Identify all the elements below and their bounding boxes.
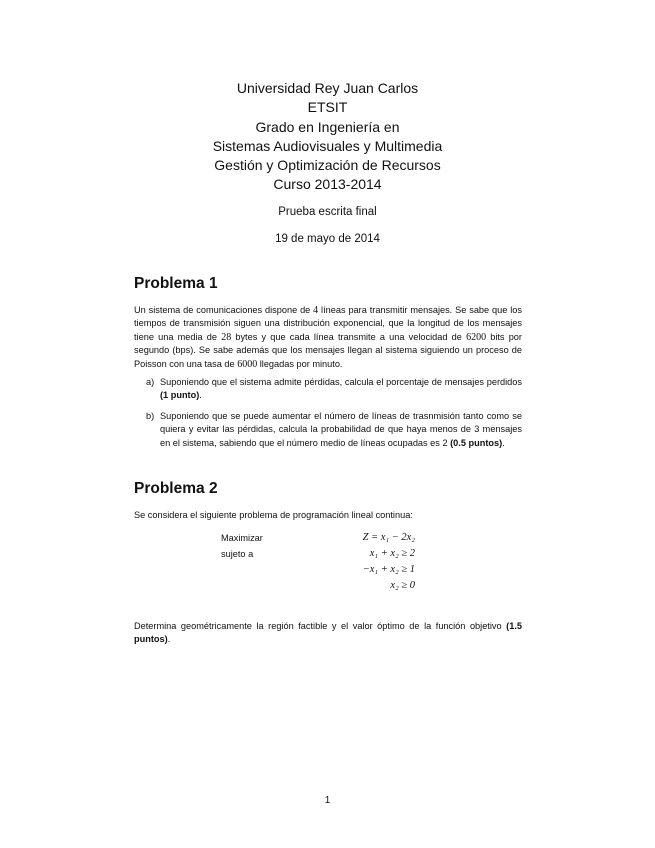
question-end: . — [167, 634, 171, 645]
academic-year: Curso 2013-2014 — [273, 176, 382, 193]
item-end: . — [502, 437, 505, 448]
exam-header — [0, 79, 655, 195]
constraint-1: x₁ + x₂ ≥ 2 — [369, 548, 415, 559]
lines-count: 4 — [313, 305, 319, 316]
item-points: (0.5 puntos) — [450, 437, 503, 448]
page-number: 1 — [324, 795, 331, 806]
item-points: (1 punto) — [160, 390, 200, 401]
question-points: (1.5 puntos) — [134, 621, 522, 645]
course-name: Gestión y Optimización de Recursos — [214, 157, 441, 174]
problem-1-item-b — [146, 410, 522, 450]
constraint-2: −x₁ + x₂ ≥ 1 — [362, 564, 415, 575]
item-label: b) — [146, 411, 155, 421]
maximize-label: Maximizar — [221, 533, 263, 543]
exam-date: 19 de mayo de 2014 — [275, 233, 380, 245]
message-length: 28 — [221, 331, 232, 343]
constraint-3: x₂ ≥ 0 — [390, 580, 415, 591]
problem-2-intro: Se considera el siguiente problema de programación lineal continua: — [134, 510, 413, 520]
statement-text: bits por segundo (bps). Se sabe además que los mensajes llegan al sistema siguiendo un proceso de Poisson con una tasa de — [134, 331, 522, 369]
school-name: ETSIT — [307, 99, 348, 116]
line-speed: 6200 — [466, 331, 487, 343]
arrival-rate: 6000 — [237, 358, 258, 370]
exam-type: Prueba escrita final — [278, 206, 377, 218]
statement-text: Un sistema de comunicaciones dispone de — [134, 305, 314, 315]
item-end: . — [199, 390, 202, 401]
problem-1-item-a — [146, 376, 522, 403]
problem-1-statement — [134, 304, 522, 371]
degree-line-1: Grado en Ingeniería en — [255, 118, 400, 135]
item-text: Suponiendo que se puede aumentar el número de líneas de trasnmisión tanto como se quiera y evitar las pérdidas, calcula la probabilidad de que haya menos de 3 mensajes en el sistema, sabiendo que el número medio de líneas ocupadas es 2 — [160, 411, 522, 448]
question-text: Determina geométricamente la región factible y el valor óptimo de la función objetivo — [134, 621, 507, 631]
problem-2-question — [134, 620, 522, 647]
degree-line-2: Sistemas Audiovisuales y Multimedia — [212, 137, 443, 154]
statement-text: llegadas por minuto. — [257, 358, 343, 369]
statement-text: líneas para transmitir mensajes. Se sabe que los tiempos de transmisión siguen una distribución exponencial, que la longitud de los mensajes tiene una media de — [134, 305, 522, 342]
subject-to-label: sujeto a — [221, 549, 254, 559]
university-name: Universidad Rey Juan Carlos — [236, 80, 419, 96]
item-label: a) — [146, 377, 155, 387]
statement-text: bytes y que cada línea transmite a una velocidad de — [231, 331, 467, 342]
problem-2-title: Problema 2 — [134, 480, 218, 497]
item-text: Suponiendo que el sistema admite pérdidas, calcula el porcentaje de mensajes perdidos — [160, 377, 522, 387]
objective-function: Z = x₁ − 2x₂ — [362, 532, 415, 543]
problem-1-title: Problema 1 — [134, 275, 218, 292]
